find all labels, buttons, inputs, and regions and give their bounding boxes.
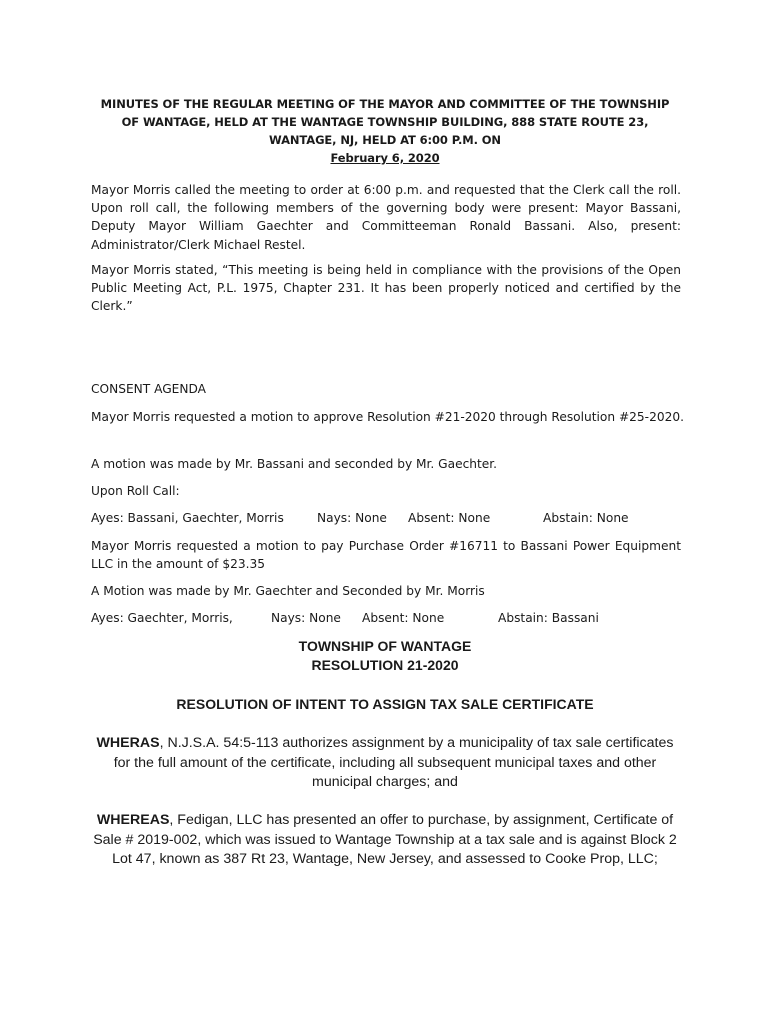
roll-call-label: Upon Roll Call:: [91, 484, 180, 498]
call-to-order-paragraph: Mayor Morris called the meeting to order at 6:00 p.m. and requested that the Clerk call the roll. Upon roll call, the following members of the governing body were present: Mayor Bassani, Deputy Mayor William Gaechter and Committeeman Ronald Bassani. Also, present: Administrator/Clerk Michael Restel.: [91, 183, 681, 252]
whereas-2-lead: WHEREAS: [96, 812, 170, 828]
motion-request-paragraph: Mayor Morris requested a motion to approve Resolution #21-2020 through Resolution #25-2020.: [91, 410, 684, 424]
whereas-2-text: , Fedigan, LLC has presented an offer to purchase, by assignment, Certificate of Sale # 2019-002, which was issued to Wantage Township at a tax sale and is against Block 2 Lot 47, known as 387 Rt 23, Wantage, New Jersey, and assessed to Cooke Prop, LLC;: [93, 812, 677, 868]
vote-1-abstain: Abstain: None: [543, 511, 629, 525]
vote-1-ayes: Ayes: Bassani, Gaechter, Morris: [91, 511, 284, 525]
heading-line-1: MINUTES OF THE REGULAR MEETING OF THE MAYOR AND COMMITTEE OF THE TOWNSHIP: [100, 97, 670, 111]
whereas-1-lead: WHERAS: [96, 735, 160, 751]
heading-line-3: WANTAGE, NJ, HELD AT 6:00 P.M. ON: [269, 133, 501, 147]
compliance-paragraph: Mayor Morris stated, “This meeting is being held in compliance with the provisions of the Open Public Meeting Act, P.L. 1975, Chapter 231. It has been properly noticed and certified by the Clerk.”: [91, 263, 681, 314]
vote-1-nays: Nays: None: [317, 511, 387, 525]
vote-1-absent: Absent: None: [408, 511, 491, 525]
vote-2-ayes: Ayes: Gaechter, Morris,: [91, 611, 233, 625]
motion-made-paragraph: A motion was made by Mr. Bassani and seconded by Mr. Gaechter.: [91, 457, 498, 471]
meeting-date: February 6, 2020: [330, 151, 440, 165]
resolution-number: RESOLUTION 21-2020: [311, 657, 459, 673]
resolution-title: RESOLUTION OF INTENT TO ASSIGN TAX SALE CERTIFICATE: [176, 696, 594, 712]
vote-2-absent: Absent: None: [362, 611, 445, 625]
resolution-whereas-2: [90, 811, 680, 870]
vote-2-abstain: Abstain: Bassani: [498, 611, 599, 625]
purchase-order-paragraph: Mayor Morris requested a motion to pay Purchase Order #16711 to Bassani Power Equipment LLC in the amount of $23.35: [91, 539, 681, 572]
minutes-heading: [80, 95, 690, 167]
whereas-1-text: , N.J.S.A. 54:5-113 authorizes assignment by a municipality of tax sale certificates for the full amount of the certificate, including all subsequent municipal taxes and other municipal charges; and: [113, 735, 674, 791]
resolution-township: TOWNSHIP OF WANTAGE: [298, 638, 472, 654]
resolution-whereas-1: [90, 734, 680, 793]
vote-2-nays: Nays: None: [271, 611, 341, 625]
consent-agenda-heading: CONSENT AGENDA: [91, 382, 206, 396]
po-motion-paragraph: A Motion was made by Mr. Gaechter and Seconded by Mr. Morris: [91, 584, 485, 598]
heading-line-2: OF WANTAGE, HELD AT THE WANTAGE TOWNSHIP BUILDING, 888 STATE ROUTE 23,: [121, 115, 649, 129]
